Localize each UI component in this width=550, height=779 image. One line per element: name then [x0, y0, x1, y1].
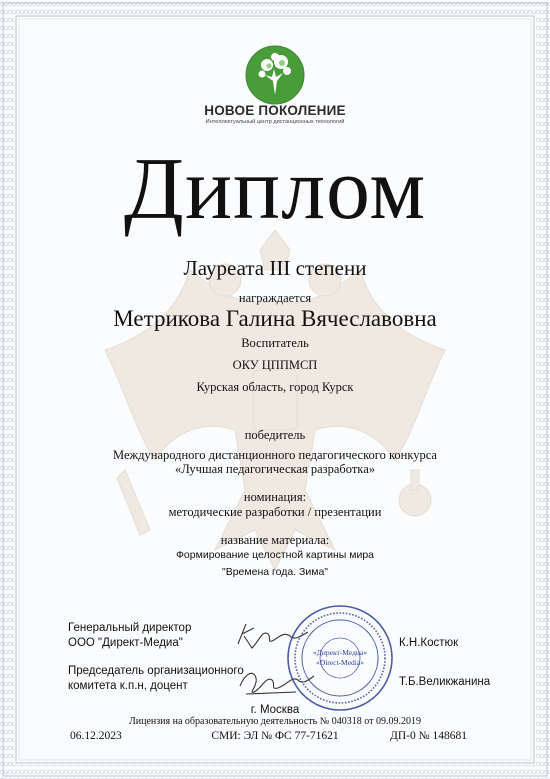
- awarded-label: награждается: [238, 291, 312, 305]
- nomination-value: методические разработки / презентации: [168, 505, 382, 519]
- license-info: Лицензия на образовательную деятельность № 040318 от 09.09.2019: [128, 716, 422, 727]
- director-title: [68, 621, 191, 650]
- issue-date: 06.12.2023: [70, 730, 122, 742]
- award-degree: Лауреата III степени: [183, 256, 367, 280]
- organization-stamp: [285, 603, 395, 713]
- material-title-line2: "Времена года. Зима": [221, 566, 329, 578]
- recipient-position: Воспитатель: [241, 336, 309, 350]
- stamp-text-line2: «Direct-Media»: [316, 658, 364, 667]
- director-title-line1: Генеральный директор: [68, 622, 192, 634]
- chair-name: Т.Б.Великжанина: [399, 676, 491, 688]
- winner-label: победитель: [244, 428, 306, 442]
- tree-logo-icon: [245, 45, 305, 105]
- chair-title-line1: Председатель организационного: [68, 665, 244, 677]
- contest-name-line1: Международного дистанционного педагогического конкурса: [113, 448, 437, 462]
- recipient-name: Метрикова Галина Вячеславовна: [113, 306, 437, 331]
- chair-title-line2: комитета к.п.н, доцент: [68, 679, 188, 692]
- recipient-region: Курская область, город Курск: [196, 380, 354, 394]
- brand-name: НОВОЕ ПОКОЛЕНИЕ: [204, 103, 346, 118]
- director-name: К.Н.Костюк: [399, 637, 459, 649]
- chair-title: [68, 664, 244, 693]
- diploma-title: Диплом: [123, 141, 427, 238]
- director-title-line2: ООО "Директ-Медиа": [68, 636, 183, 649]
- recipient-organization: ОКУ ЦППМСП: [232, 358, 318, 372]
- city: г. Москва: [250, 704, 300, 716]
- material-title-line1: Формирование целостной картины мира: [175, 549, 375, 561]
- contest-name-line2: «Лучшая педагогическая разработка»: [175, 462, 375, 476]
- brand-logo: [245, 45, 305, 105]
- material-label: название материала:: [220, 533, 330, 547]
- stamp-text-line1: «Директ-Медиа»: [313, 648, 367, 657]
- nomination-label: номинация:: [243, 490, 307, 504]
- document-number: ДП-0 № 148681: [390, 730, 467, 742]
- brand-tagline: Интеллектуальный центр дистанционных технологий: [205, 119, 345, 125]
- media-registration: СМИ: ЭЛ № ФС 77-71621: [211, 730, 339, 742]
